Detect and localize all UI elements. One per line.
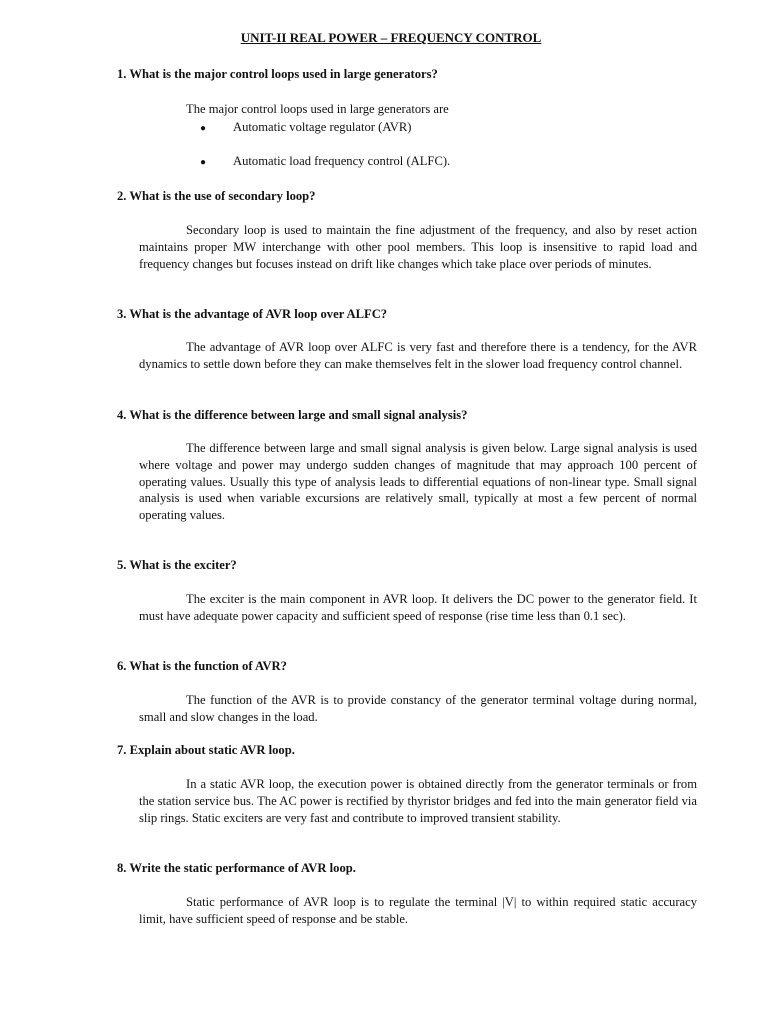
bullet-text: Automatic voltage regulator (AVR) (233, 120, 412, 134)
bullet-item (200, 153, 450, 172)
question-7-heading: 7. Explain about static AVR loop. (117, 743, 295, 757)
page-title: UNIT-II REAL POWER – FREQUENCY CONTROL (240, 30, 542, 45)
bullet-icon: ● (200, 157, 207, 168)
bullet-text: Automatic load frequency control (ALFC). (233, 154, 451, 168)
question-5-heading: 5. What is the exciter? (117, 558, 237, 572)
question-3-answer: The advantage of AVR loop over ALFC is very fast and therefore there is a tendency, for the AVR dynamics to settle down before they can make themselves felt in the slower load frequency control channel. (139, 340, 697, 371)
question-2-answer: Secondary loop is used to maintain the fine adjustment of the frequency, and also by reset action maintains proper MW interchange with other pool members. This loop is insensitive to rapid load and frequency changes but focuses instead on drift like changes which take place over periods of minutes. (139, 223, 697, 271)
question-6-answer: The function of the AVR is to provide constancy of the generator terminal voltage during normal, small and slow changes in the load. (139, 693, 697, 724)
question-2-heading: 2. What is the use of secondary loop? (117, 189, 316, 203)
question-1-heading: 1. What is the major control loops used in large generators? (117, 67, 438, 81)
question-8-heading: 8. Write the static performance of AVR loop. (117, 861, 356, 875)
bullet-icon: ● (200, 123, 207, 134)
bullet-item (200, 119, 411, 138)
question-7-answer: In a static AVR loop, the execution power is obtained directly from the generator terminals or from the station service bus. The AC power is rectified by thyristor bridges and fed into the main generator field via slip rings. Static exciters are very fast and contribute to improved transient stability. (139, 777, 697, 825)
question-8-answer: Static performance of AVR loop is to regulate the terminal |V| to within required static accuracy limit, have sufficient speed of response and be stable. (139, 895, 697, 926)
question-3-heading: 3. What is the advantage of AVR loop over ALFC? (117, 307, 388, 321)
question-6-heading: 6. What is the function of AVR? (117, 659, 287, 673)
question-1-intro: The major control loops used in large generators are (186, 102, 449, 116)
question-4-answer: The difference between large and small signal analysis is given below. Large signal analysis is used where voltage and power may undergo sudden changes of magnitude that may approach 100 percent of operating values. Usually this type of analysis leads to differential equations of non-linear type. Small signal analysis is used when variable excursions are relatively small, typically at most a few percent of normal operating values. (139, 441, 697, 523)
question-4-heading: 4. What is the difference between large and small signal analysis? (117, 408, 468, 422)
question-5-answer: The exciter is the main component in AVR loop. It delivers the DC power to the generator field. It must have adequate power capacity and sufficient speed of response (rise time less than 0.1 sec). (139, 592, 697, 623)
